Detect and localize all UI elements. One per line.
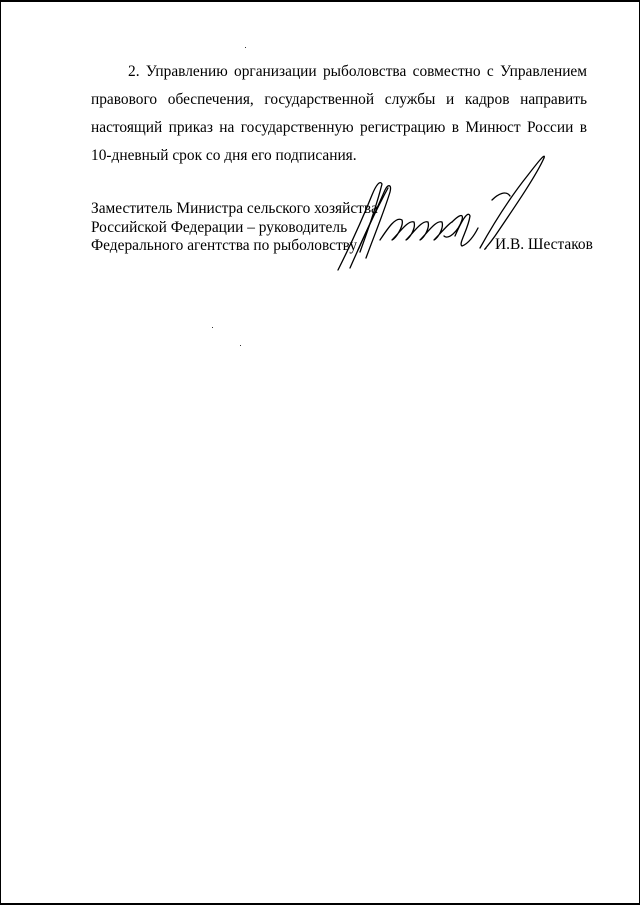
scan-speck bbox=[240, 345, 241, 346]
signatory-title-line-1: Заместитель Министра сельского хозяйства bbox=[91, 200, 378, 217]
scan-border-left bbox=[0, 0, 1, 905]
signatory-title-line-2: Российской Федерации – руководитель bbox=[91, 218, 348, 236]
scan-speck bbox=[245, 47, 246, 48]
signatory-name: И.В. Шестаков bbox=[495, 236, 593, 253]
paragraph-2: 2. Управлению организации рыболовства совместно с Управлением правового обеспечения, государственной службы и кадров направить настоящий приказ на государственную регистрацию в Минюст России в 10-дневный срок со дня его подписания. bbox=[91, 63, 587, 164]
scan-speck bbox=[212, 327, 213, 328]
signatory-title-line-3: Федерального агентства по рыболовству bbox=[91, 237, 358, 254]
handwritten-signature bbox=[330, 140, 560, 280]
scan-border-top bbox=[0, 0, 640, 2]
